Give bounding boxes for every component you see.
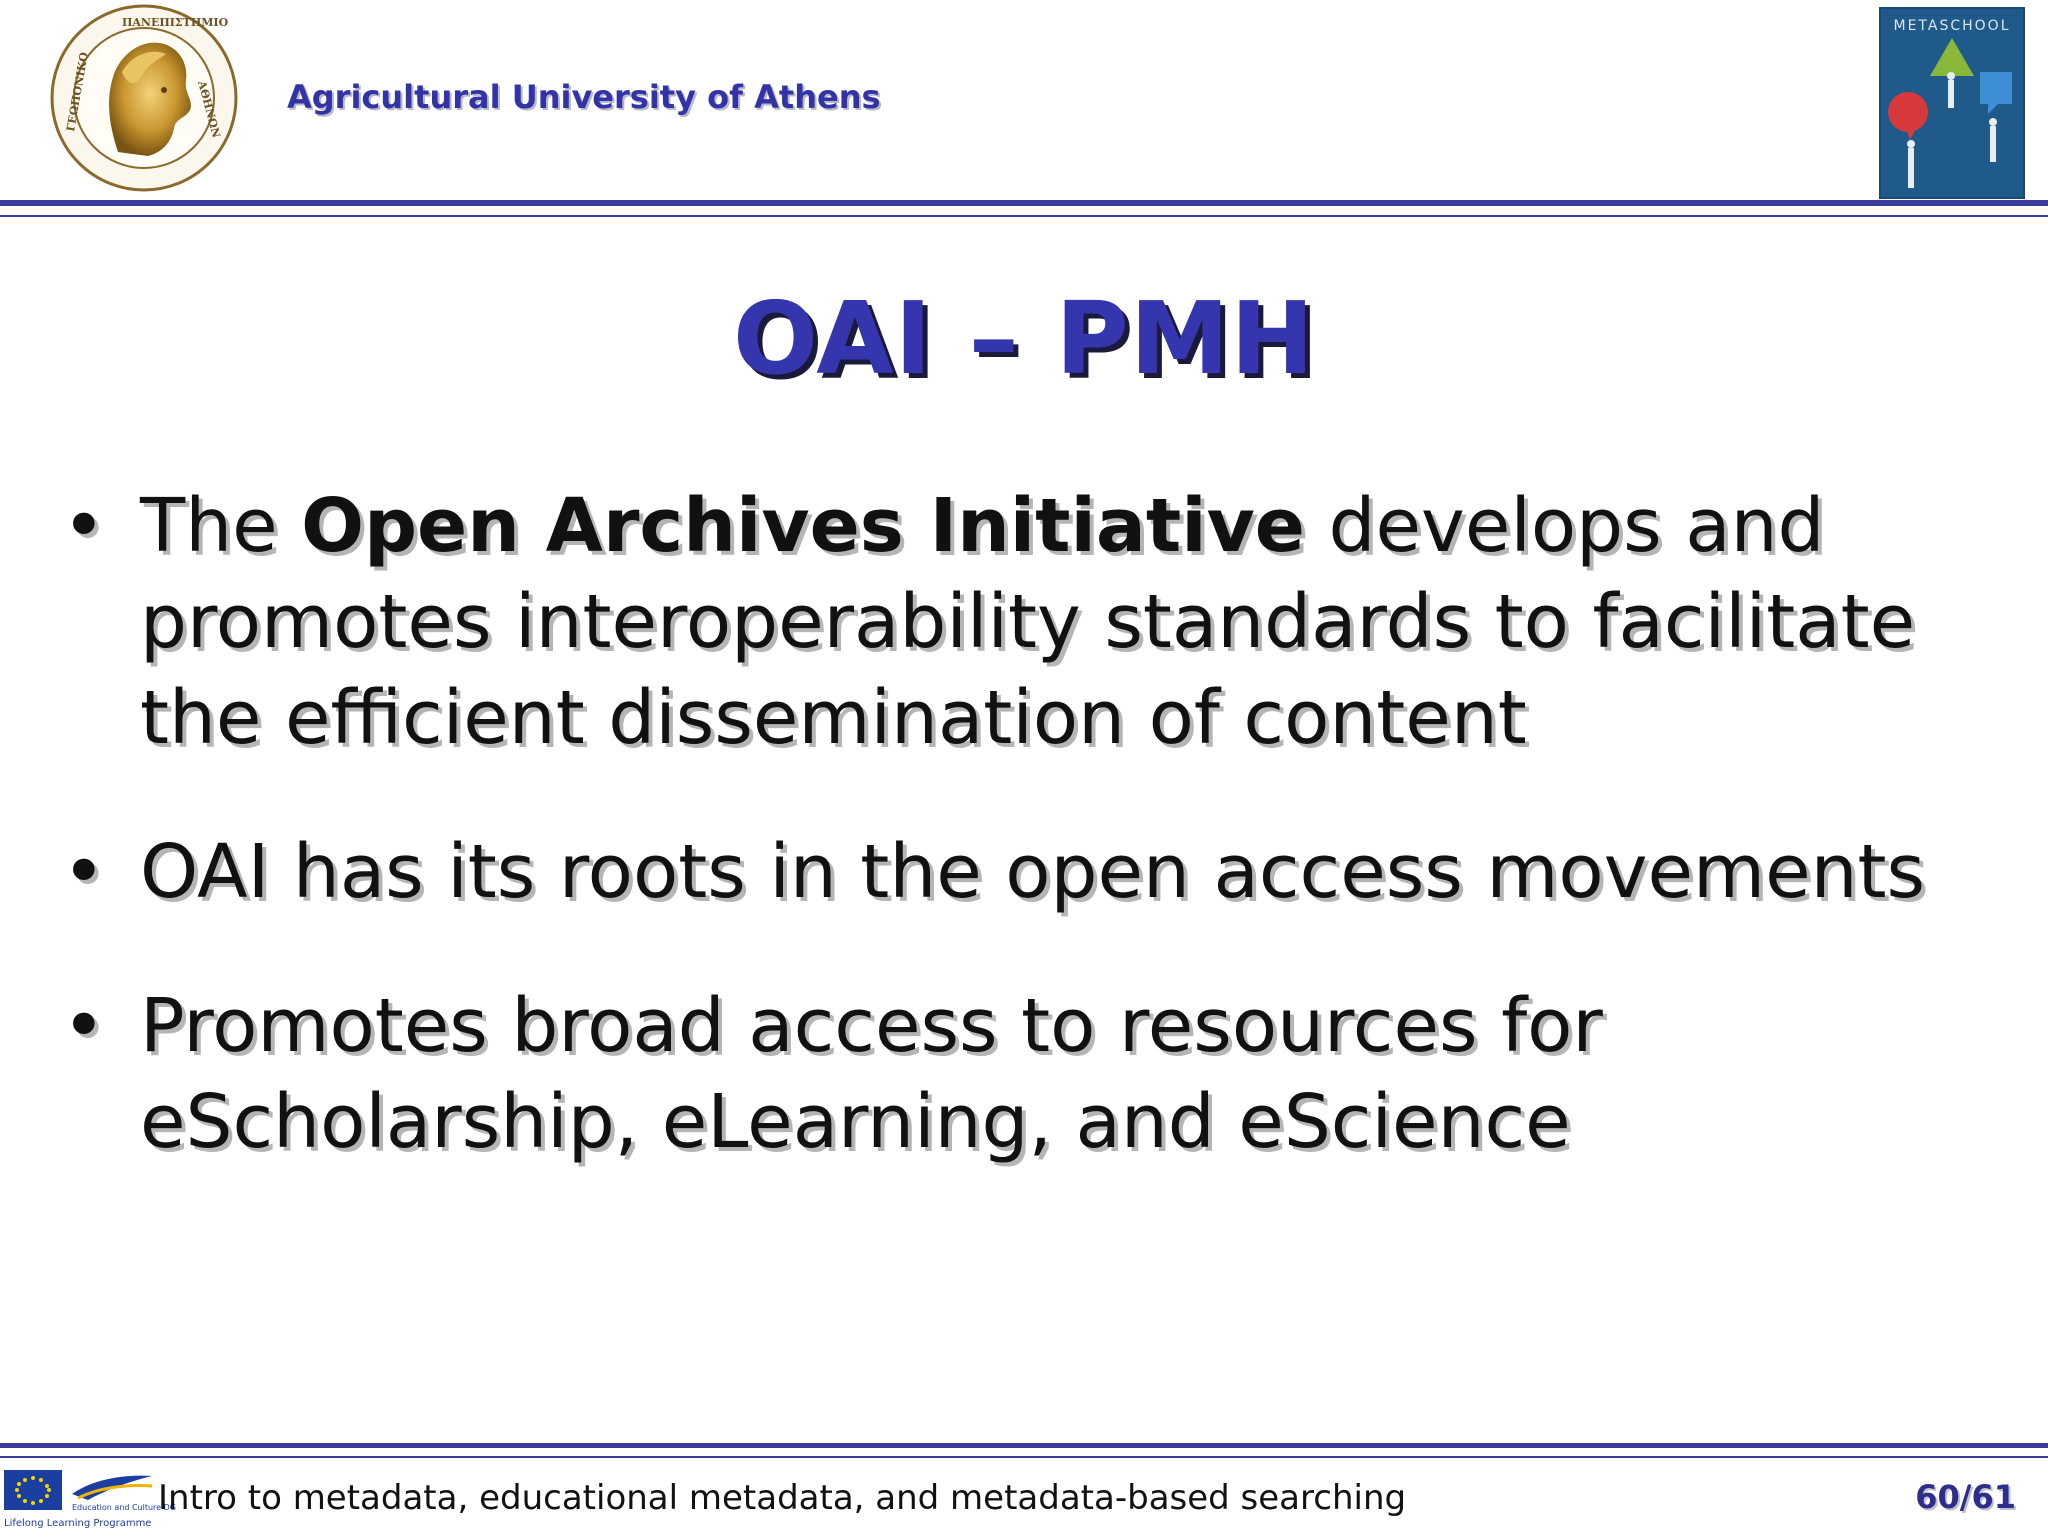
- bullet-text: Promotes broad access to resources for eScholarship, eLearning, and eScience: [140, 983, 1603, 1165]
- header-divider-thin: [0, 215, 2048, 217]
- bullet-marker: •: [62, 829, 106, 915]
- presentation-title: Intro to metadata, educational metadata, and metadata-based searching: [158, 1478, 1407, 1518]
- metaschool-logo-text: METASCHOOL: [1893, 18, 2011, 34]
- svg-text:ΠΑΝΕΠΙΣΤΗΜΙΟ: ΠΑΝΕΠΙΣΤΗΜΙΟ: [122, 16, 229, 29]
- university-name: Agricultural University of Athens: [287, 78, 881, 116]
- page-number: 60/61: [1915, 1478, 2016, 1516]
- svg-text:ΓΕΩΠΟΝΙΚΟ: ΓΕΩΠΟΝΙΚΟ: [64, 51, 91, 133]
- slide-title: OAI – PMH: [732, 280, 1316, 397]
- bullet-text-emphasis: Open Archives Initiative: [301, 483, 1305, 569]
- header-divider: [0, 200, 2048, 206]
- svg-text:ΑΘΗΝΩΝ: ΑΘΗΝΩΝ: [195, 79, 223, 140]
- bullet-marker: •: [62, 983, 106, 1069]
- university-seal-icon: [48, 2, 240, 194]
- eu-flag-icon: [2, 1466, 176, 1536]
- bullet-item: [58, 478, 1998, 766]
- bullet-text: OAI has its roots in the open access movements: [140, 829, 1926, 915]
- footer-divider: [0, 1443, 2048, 1448]
- bullet-text-suffix: develops and promotes interoperability standards to facilitate the efficient dissemination of content: [140, 483, 1916, 761]
- bullet-item: [58, 824, 1998, 920]
- eu-programme-caption: Lifelong Learning Programme: [4, 1518, 152, 1529]
- bullet-marker: •: [62, 483, 106, 569]
- bullet-text-prefix: The: [140, 483, 302, 569]
- bullet-item: [58, 978, 1998, 1170]
- metaschool-logo-icon: [1880, 8, 2024, 198]
- bullet-list: [58, 478, 1998, 1170]
- slide-header: [0, 0, 2048, 205]
- eu-logo-caption: Education and Culture DG: [72, 1503, 176, 1512]
- footer-divider-thin: [0, 1456, 2048, 1458]
